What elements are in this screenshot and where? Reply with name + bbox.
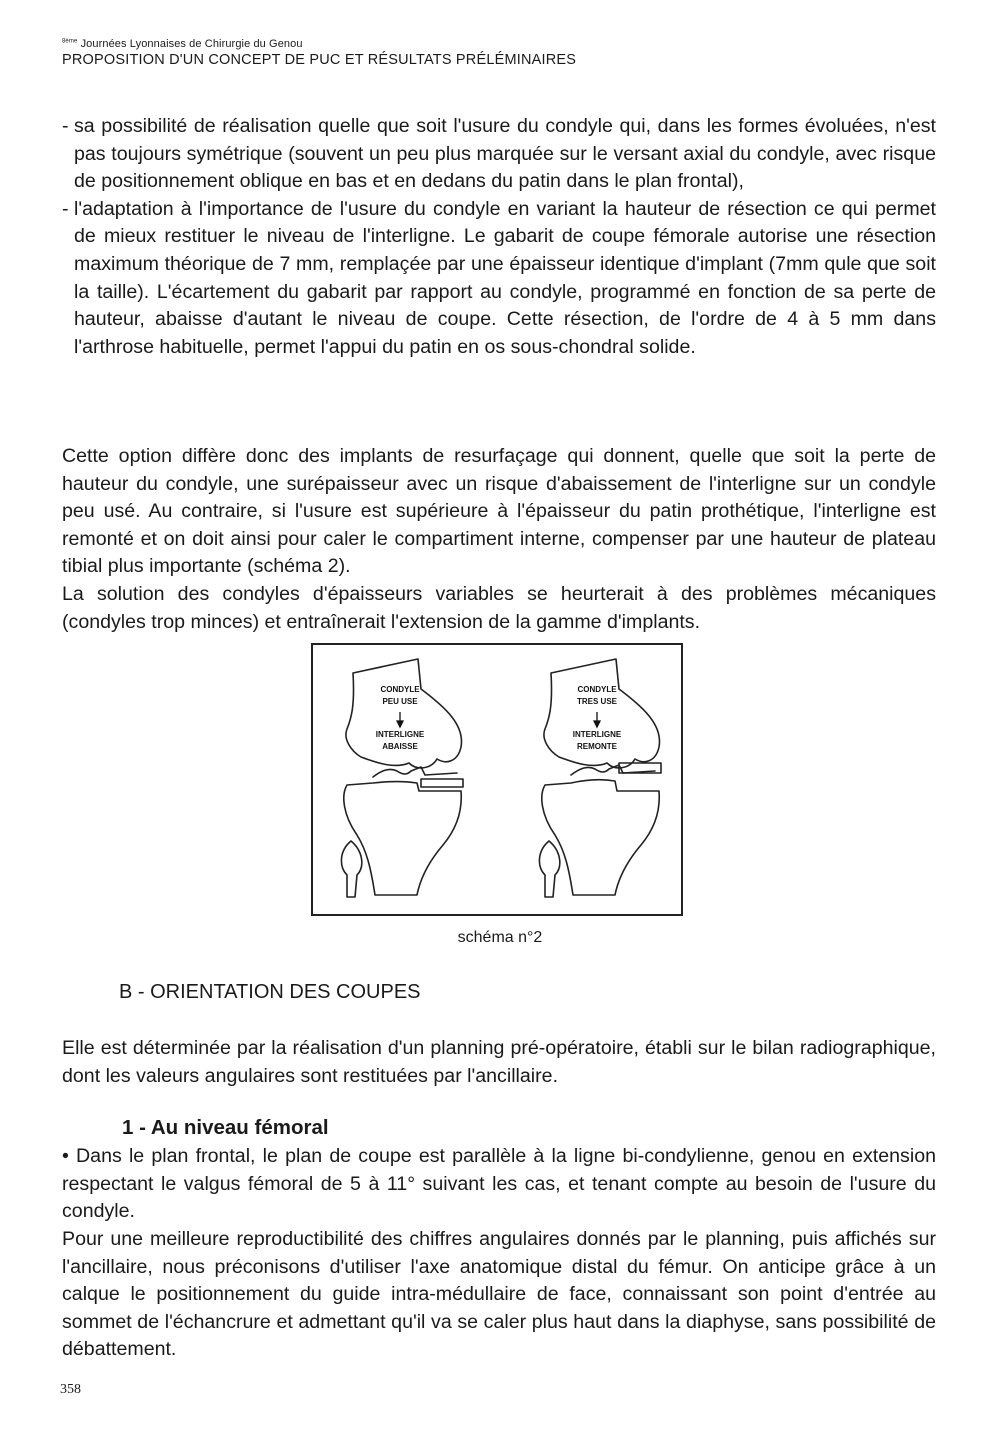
section-heading: B - ORIENTATION DES COUPES bbox=[119, 981, 421, 1003]
fibula-outline-left bbox=[341, 841, 361, 897]
label-interline-state-right: REMONTE bbox=[577, 742, 617, 751]
bullet-dash: - bbox=[62, 197, 69, 220]
knee-diagram bbox=[311, 643, 683, 916]
knee-diagram-drawing bbox=[313, 645, 681, 914]
bullet-item bbox=[62, 196, 936, 362]
femur-outline-left bbox=[346, 659, 462, 768]
subsection-heading: 1 - Au niveau fémoral bbox=[122, 1116, 329, 1139]
paragraph-reproducibility: Pour une meilleure reproductibilité des chiffres angulaires donnés par le planning, puis affichés sur l'ancillaire, nous préconisons d'utiliser l'axe anatomique distal du fémur. On anticipe grâce à un calque le positionnement du guide intra-médullaire de face, connaissant son point d'entrée au sommet de l'échancrure et admettant qu'il va se caler plus haut dans la diaphyse, sans possibilité de débattement. bbox=[62, 1228, 936, 1361]
page-number: 358 bbox=[60, 1382, 81, 1397]
joint-line-left bbox=[373, 767, 457, 777]
arrow-head-right bbox=[594, 721, 600, 727]
paragraph-planning: Elle est déterminée par la réalisation d'un planning pré-opératoire, établi sur le bilan radiographique, dont les valeurs angulaires sont restituées par l'ancillaire. bbox=[62, 1037, 936, 1087]
bullet-item bbox=[62, 113, 936, 196]
label-wear-left: PEU USE bbox=[382, 697, 418, 706]
tibia-outline-right bbox=[542, 780, 659, 895]
label-interline-left: INTERLIGNE bbox=[375, 730, 425, 739]
header-journal-text: Journées Lyonnaises de Chirurgie du Genou bbox=[77, 38, 303, 50]
femur-outline-right bbox=[544, 659, 660, 768]
header-superscript: 8ème bbox=[62, 38, 78, 45]
paragraph-variable-condyles: La solution des condyles d'épaisseurs variables se heurterait à des problèmes mécaniques (condyles trop minces) et entraînerait l'extension de la gamme d'implants. bbox=[62, 583, 936, 633]
paragraph-frontal-plane: • Dans le plan frontal, le plan de coupe est parallèle à la ligne bi-condylienne, genou en extension respectant le valgus fémoral de 5 à 11° suivant les cas, et tenant compte au besoin de l'usure du condyle. bbox=[62, 1145, 936, 1223]
implant-patch-left bbox=[421, 779, 463, 787]
fibula-outline-right bbox=[539, 841, 559, 897]
bullet-list bbox=[62, 113, 936, 361]
bullet-dash: - bbox=[62, 115, 69, 137]
bullet-text: sa possibilité de réalisation quelle que soit l'usure du condyle qui, dans les formes évoluées, n'est pas toujours symétrique (souvent un peu plus marquée sur le versant axial du condyle, avec risque de positionnement oblique en bas et en dedans du patin dans le plan frontal), bbox=[74, 115, 936, 193]
label-wear-right: TRES USE bbox=[576, 697, 618, 706]
paragraph-resurfacing: Cette option diffère donc des implants de resurfaçage qui donnent, quelle que soit la perte de hauteur du condyle, une surépaisseur avec un risque d'abaissement de l'interligne sur un condyle peu usé. Au contraire, si l'usure est supérieure à l'épaisseur du patin prothétique, l'interligne est remonté et on doit ainsi pour caler le compartiment interne, compenser par une hauteur de plateau tibial plus importante (schéma 2). bbox=[62, 445, 936, 578]
header-journal-line bbox=[62, 38, 576, 51]
label-interline-state-left: ABAISSE bbox=[382, 742, 418, 751]
label-interline-right: INTERLIGNE bbox=[572, 730, 622, 739]
tibia-outline-left bbox=[344, 782, 461, 896]
label-condyle-left: CONDYLE bbox=[380, 685, 420, 694]
running-header bbox=[62, 38, 576, 69]
figure-caption: schéma n°2 bbox=[457, 929, 543, 946]
arrow-head-left bbox=[397, 721, 403, 727]
header-article-title: PROPOSITION D'UN CONCEPT DE PUC ET RÉSULTATS PRÉLÉMINAIRES bbox=[62, 52, 577, 68]
label-condyle-right: CONDYLE bbox=[577, 685, 617, 694]
bullet-text: l'adaptation à l'importance de l'usure du condyle en variant la hauteur de résection ce qui permet de mieux restituer le niveau de l'interligne. Le gabarit de coupe fémorale autorise une résection maximum théorique de 7 mm, remplaçée par une épaisseur identique d'implant (7mm qule que soit la taille). L'écartement du gabarit par rapport au condyle, programmé en fonction de sa perte de hauteur, abaisse d'autant le niveau de coupe. Cette résection, de l'ordre de 4 à 5 mm dans l'arthrose habituelle, permet l'appui du patin en os sous-chondral solide. bbox=[74, 197, 936, 358]
